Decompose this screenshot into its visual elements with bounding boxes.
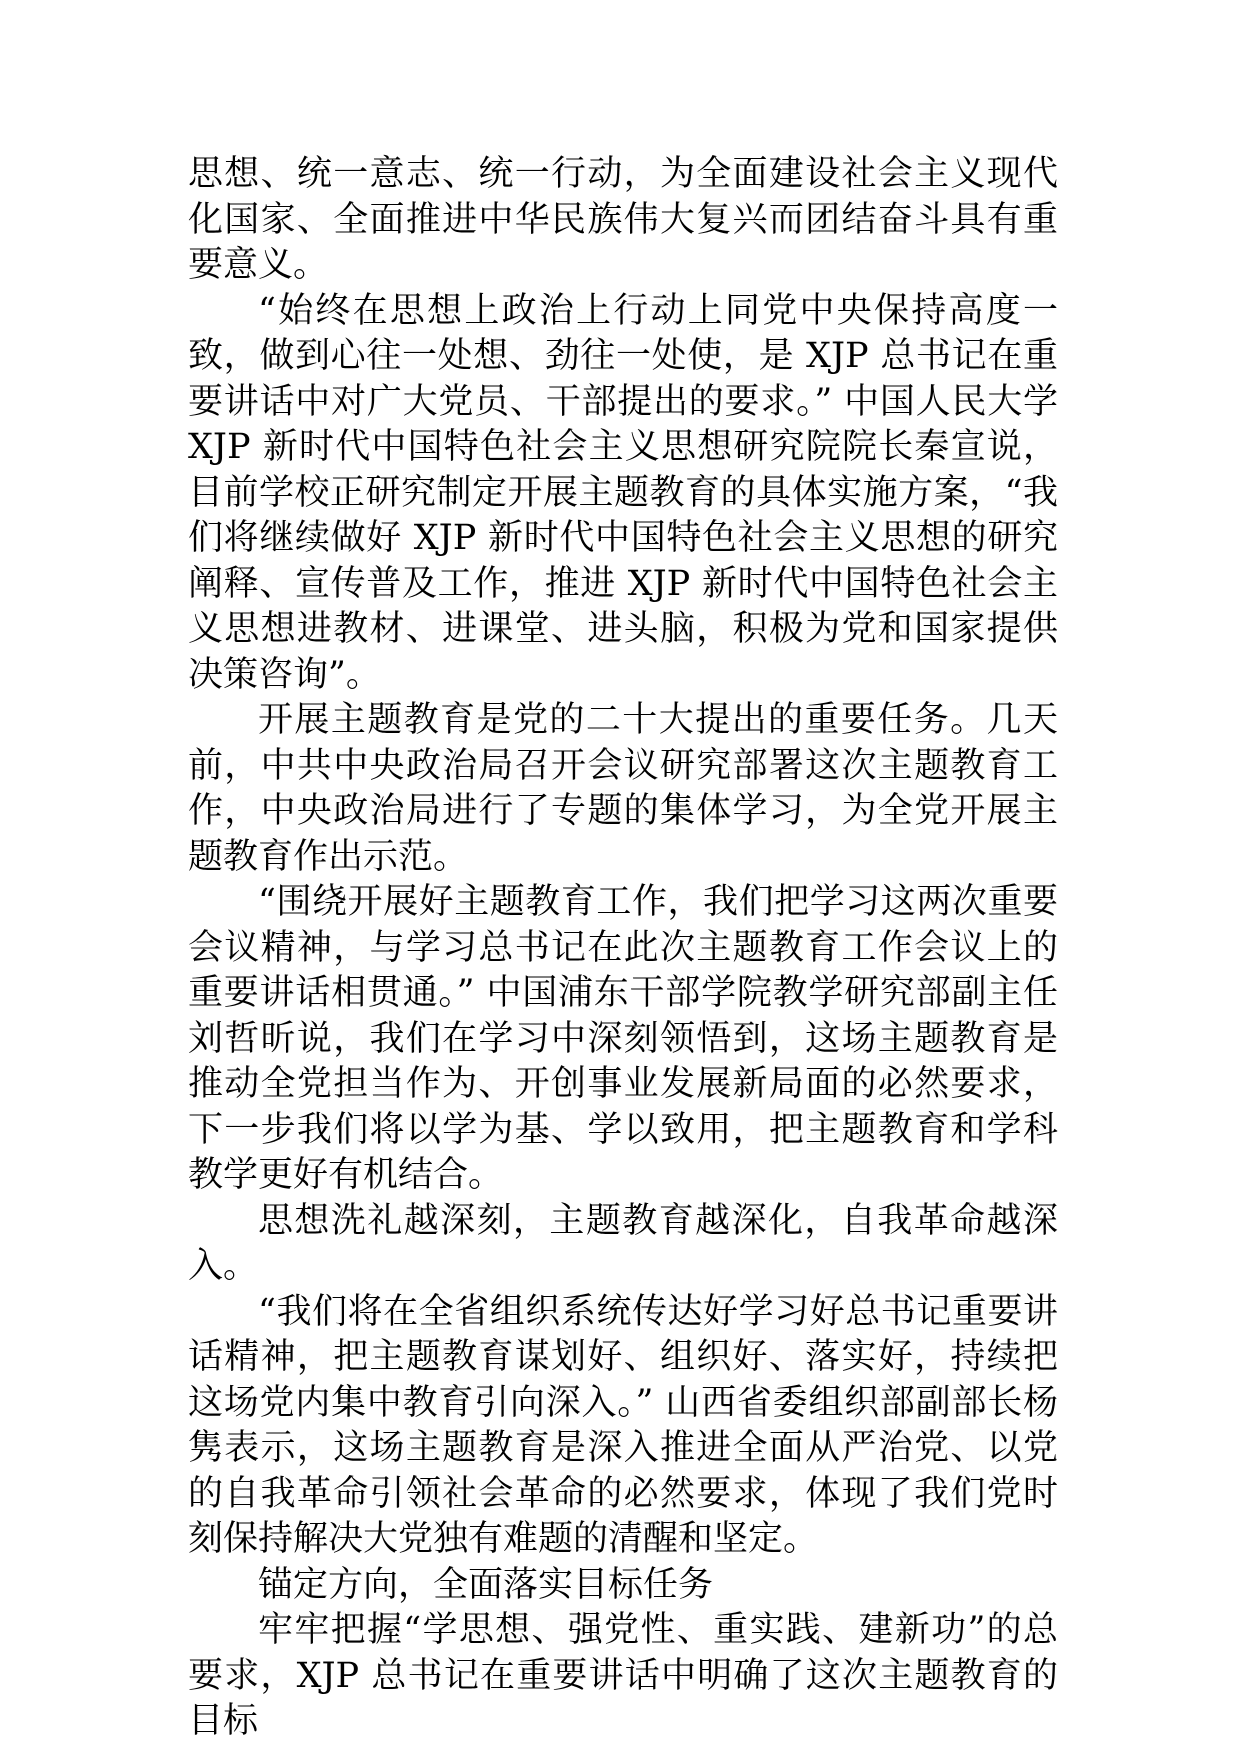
paragraph: 思想、统一意志、统一行动，为全面建设社会主义现代化国家、全面推进中华民族伟大复兴而团结奋斗具有重要意义。: [188, 154, 1058, 285]
section-heading: 锚定方向，全面落实目标任务: [258, 1564, 714, 1605]
paragraph: 思想洗礼越深刻，主题教育越深化，自我革命越深入。: [188, 1200, 1058, 1286]
paragraph: “围绕开展好主题教育工作，我们把学习这两次重要会议精神，与学习总书记在此次主题教育工作会议上的重要讲话相贯通。” 中国浦东干部学院教学研究部副主任刘哲昕说，我们在学习中深刻领悟到，这场主题教育是推动全党担当作为、开创事业发展新局面的必然要求，下一步我们将以学为基、学以致用，把主题教育和学科教学更好有机结合。: [188, 882, 1058, 1195]
paragraph: “始终在思想上政治上行动上同党中央保持高度一致，做到心往一处想、劲往一处使，是 XJP 总书记在重要讲话中对广大党员、干部提出的要求。” 中国人民大学 XJP 新时代中国特色社会主义思想研究院院长秦宣说，目前学校正研究制定开展主题教育的具体实施方案，“我们将继续做好 XJP 新时代中国特色社会主义思想的研究阐释、宣传普及工作，推进 XJP 新时代中国特色社会主义思想进教材、进课堂、进头脑，积极为党和国家提供决策咨询”。: [188, 290, 1058, 695]
paragraph: 牢牢把握“学思想、强党性、重实践、建新功”的总要求，XJP 总书记在重要讲话中明确了这次主题教育的目标: [188, 1610, 1058, 1741]
document-body: [188, 152, 1058, 1745]
paragraph: 开展主题教育是党的二十大提出的重要任务。几天前，中共中央政治局召开会议研究部署这次主题教育工作，中央政治局进行了专题的集体学习，为全党开展主题教育作出示范。: [188, 700, 1058, 877]
paragraph: “我们将在全省组织系统传达好学习好总书记重要讲话精神，把主题教育谋划好、组织好、落实好，持续把这场党内集中教育引向深入。” 山西省委组织部副部长杨隽表示，这场主题教育是深入推进全面从严治党、以党的自我革命引领社会革命的必然要求，体现了我们党时刻保持解决大党独有难题的清醒和坚定。: [188, 1291, 1058, 1559]
